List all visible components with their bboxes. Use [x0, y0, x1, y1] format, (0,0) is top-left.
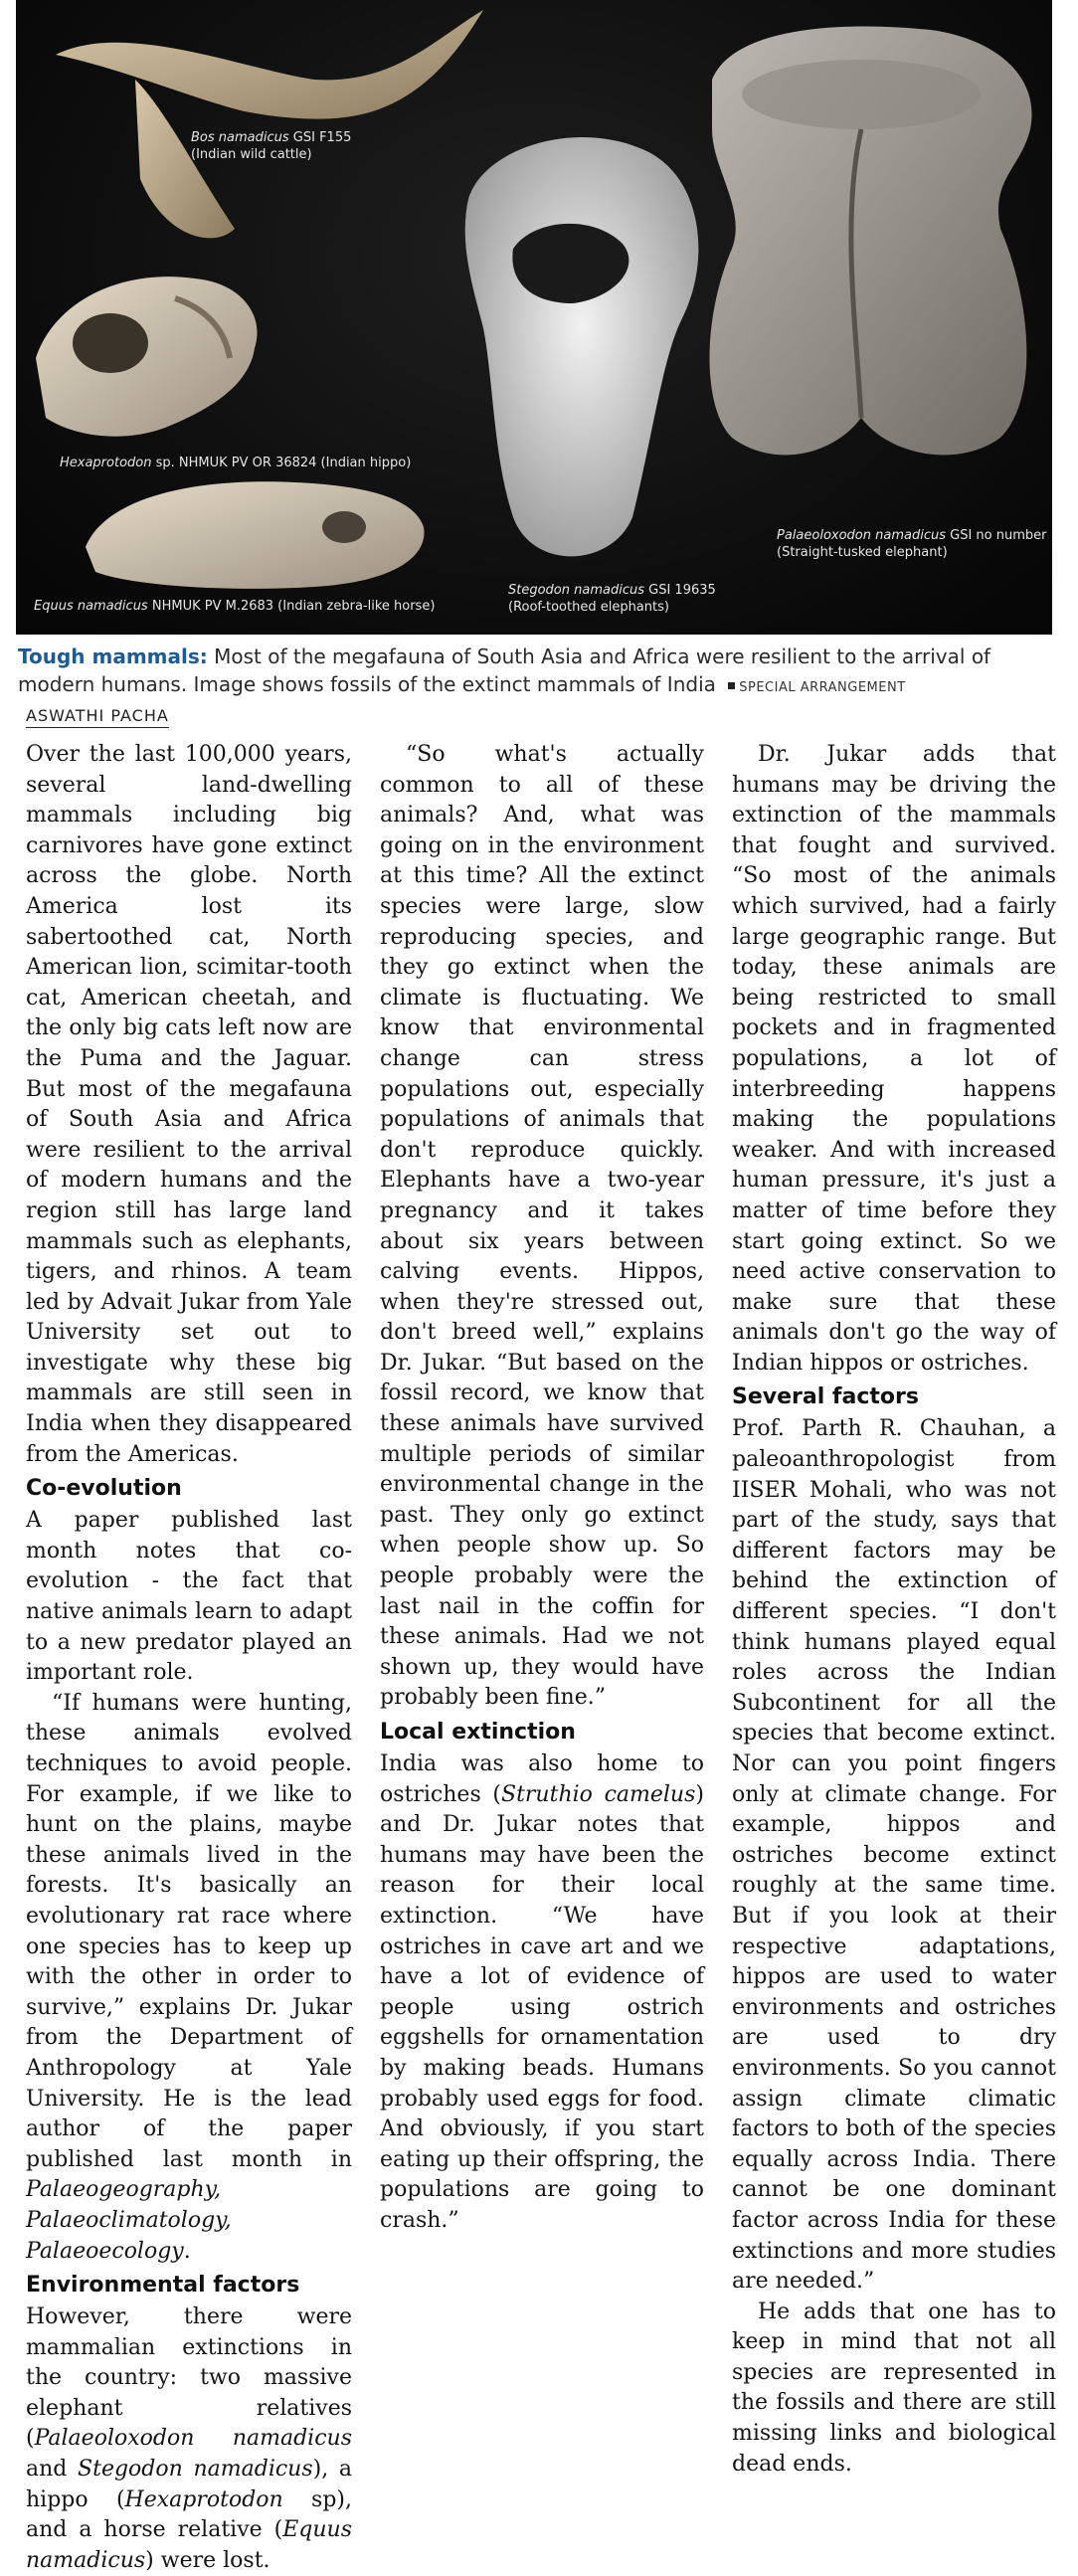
stegodon-label: Stegodon namadicus GSI 19635 (Roof-toothed elephants) — [508, 583, 716, 615]
subhead-coevolution: Co-evolution — [26, 1476, 182, 1502]
hexaprotodon-label: Hexaprotodon sp. NHMUK PV OR 36824 (Indian hippo) — [60, 456, 412, 470]
caption-lead: Tough mammals: — [18, 644, 208, 668]
bos-label: Bos namadicus GSI F155 (Indian wild cattle) — [191, 130, 352, 162]
paragraph-quote-common: “So what's actually common to all of these animals? And, what was going on in the environment at this time? All the extinct species were large, slow reproducing species, and they go extinct when the climate is fluctuating. We know that environmental change can stress populations out, especially populations of animals that don't reproduce quickly. Elephants have a two-year pregnancy and it takes about six years between calving events. Hippos, when they're stressed out, don't breed well,” explains Dr. Jukar. “But based on the fossil record, we know that these animals have survived multiple periods of similar environmental change in the past. They only go extinct when people show up. So people probably were the last nail in the coffin for these animals. Had we not shown up, they would have probably been fine.” — [380, 742, 704, 1711]
paragraph-coevolution: A paper published last month notes that co-evolution - the fact that native animals learn to adapt to a new predator played an important role. — [26, 1508, 352, 1686]
article-column-2 — [380, 740, 704, 2237]
caption-text: Most of the megafauna of South Asia and Africa were resilient to the arrival of modern humans. Image shows fossils of the extinct mammals of India — [18, 644, 991, 696]
fossil-photo — [16, 0, 1052, 635]
equus-label: Equus namadicus NHMUK PV M.2683 (Indian zebra-like horse) — [34, 599, 436, 614]
subhead-several-factors: Several factors — [732, 1384, 919, 1410]
paragraph-intro: Over the last 100,000 years, several land-dwelling mammals including big carnivores have gone extinct across the globe. North America lost its sabertoothed cat, North American lion, scimitar-tooth cat, American cheetah, and the only big cats left now are the Puma and the Jaguar. But most of the megafauna of South Asia and Africa were resilient to the arrival of modern humans and the region still has large land mammals such as elephants, tigers, and rhinos. A team led by Advait Jukar from Yale University set out to investigate why these big mammals are still seen in India when they disappeared from the Americas. — [26, 742, 352, 1467]
photo-credit: SPECIAL ARRANGEMENT — [739, 680, 906, 695]
article-column-1 — [26, 740, 352, 2576]
paragraph-closing: He adds that one has to keep in mind that not all species are represented in the fossils and there are still missing links and biological dead ends. — [732, 2299, 1056, 2477]
paragraph-ostriches: India was also home to ostriches (Struthio camelus) and Dr. Jukar notes that humans may have been the reason for their local extinction. “We have ostriches in cave art and we have a lot of evidence of people using ostrich eggshells for ornamentation by making beads. Humans probably used eggs for food. And obviously, if you start eating up their offspring, the populations are going to crash.” — [380, 1751, 704, 2233]
paragraph-extinctions: However, there were mammalian extinctions in the country: two massive elephant relatives (Palaeoloxodon namadicus and Stegodon namadicus), a hippo (Hexaprotodon sp), and a horse relative (Equus namadicus) were lost. — [26, 2304, 352, 2573]
equus-namadicus-fossil — [86, 481, 424, 589]
palaeoloxodon-namadicus-fossil — [710, 27, 1032, 456]
subhead-local-extinction: Local extinction — [380, 1720, 576, 1745]
paragraph-quote-hunting: “If humans were hunting, these animals evolved techniques to avoid people. For example, if we like to hunt on the plains, maybe these animals lived in the forests. It's basically an evolutionary rat race where one species has to keep up with the other in order to survive,” explains Dr. Jukar from the Department of Anthropology at Yale University. He is the lead author of the paper published last month in Palaeogeography, Palaeoclimatology, Palaeoecology. — [26, 1690, 352, 2264]
photo-caption — [18, 643, 1052, 702]
square-bullet-icon — [728, 682, 735, 689]
byline: ASWATHI PACHA — [26, 706, 169, 728]
journal-name: Palaeogeography, Palaeoclimatology, Palaeoecology — [26, 2177, 232, 2264]
hexaprotodon-fossil — [36, 276, 258, 437]
paragraph-chauhan: Prof. Parth R. Chauhan, a paleoanthropologist from IISER Mohali, who was not part of the study, says that different factors may be behind the extinction of different species. “I don't think humans played equal roles across the Indian Subcontinent for all the species that become extinct. Nor can you point fingers only at climate change. For example, hippos and ostriches become extinct roughly at the same time. But if you look at their respective adaptations, hippos are used to water environments and ostriches are used to dry environments. So you cannot assign climate climatic factors to both of the species equally across India. There cannot be one dominant factor across India for these extinctions and more studies are needed.” — [732, 1416, 1056, 2295]
subhead-environmental-factors: Environmental factors — [26, 2273, 300, 2299]
paragraph-conservation: Dr. Jukar adds that humans may be driving the extinction of the mammals that fought and survived. “So most of the animals which survived, had a fairly large geographic range. But today, these animals are being restricted to small pockets and in fragmented populations, a lot of interbreeding happens making the populations weaker. And with increased human pressure, it's just a matter of time before they start going extinct. So we need active conservation to make sure that these animals don't go the way of Indian hippos or ostriches. — [732, 742, 1056, 1376]
stegodon-namadicus-fossil — [465, 137, 699, 556]
article-column-3 — [732, 740, 1056, 2480]
palaeoloxodon-label: Palaeoloxodon namadicus GSI no number (Straight-tusked elephant) — [777, 528, 1047, 560]
bos-namadicus-fossil — [56, 10, 483, 238]
